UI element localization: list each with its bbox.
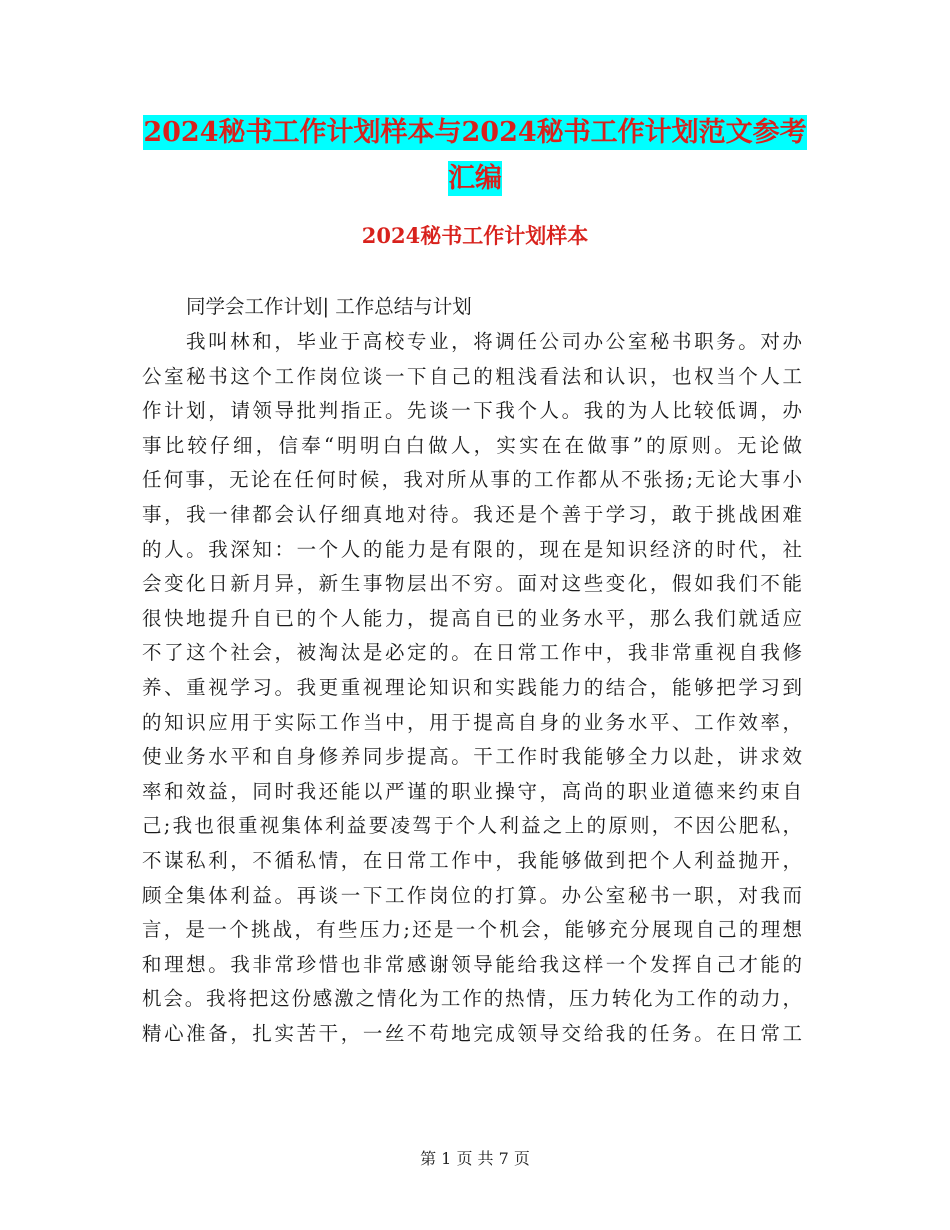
body-line: 作计划，请领导批判指正。先谈一下我个人。我的为人比较低调，办 [142,399,802,423]
body-line: 使业务水平和自身修养同步提高。干工作时我能够全力以赴，讲求效 [142,745,802,769]
body-line: 事，我一律都会认仔细真地对待。我还是个善于学习，敢于挑战困难 [142,502,802,526]
body-line: 公室秘书这个工作岗位谈一下自己的粗浅看法和认识，也权当个人工 [142,364,802,388]
body-line: 精心准备，扎实苦干，一丝不苟地完成领导交给我的任务。在日常工 [142,1021,802,1045]
body-line: 的人。我深知：一个人的能力是有限的，现在是知识经济的时代，社 [142,537,802,561]
section-title: 2024秘书工作计划样本 [361,223,589,248]
document-title-line-2: 汇编 [448,163,502,194]
body-line: 的知识应用于实际工作当中，用于提高自身的业务水平、工作效率， [142,710,802,734]
body-line: 言，是一个挑战，有些压力;还是一个机会，能够充分展现自己的理想 [142,918,802,942]
body-line: 养、重视学习。我更重视理论知识和实践能力的结合，能够把学习到 [142,675,802,699]
body-line: 任何事，无论在任何时候，我对所从事的工作都从不张扬;无论大事小 [142,468,802,492]
document-title [140,110,810,202]
body-line: 我叫林和，毕业于高校专业，将调任公司办公室秘书职务。对办 [186,330,802,353]
body-line: 很快地提升自已的个人能力，提高自已的业务水平，那么我们就适应 [142,606,802,630]
body-line: 不谋私利，不循私情，在日常工作中，我能够做到把个人利益抛开， [142,848,802,872]
body-line: 不了这个社会，被淘汰是必定的。在日常工作中，我非常重视自我修 [142,641,802,665]
body-line: 和理想。我非常珍惜也非常感谢领导能给我这样一个发挥自己才能的 [142,952,802,976]
document-title-line-1: 2024秘书工作计划样本与2024秘书工作计划范文参考 [143,117,807,148]
subtitle-line: 同学会工作计划| 工作总结与计划 [186,295,472,318]
body-line: 顾全集体利益。再谈一下工作岗位的打算。办公室秘书一职，对我而 [142,883,802,907]
page-footer: 第 1 页 共 7 页 [420,1149,530,1168]
body-line: 事比较仔细，信奉“明明白白做人，实实在在做事”的原则。无论做 [142,433,802,457]
body-line: 会变化日新月异，新生事物层出不穷。面对这些变化，假如我们不能 [142,572,802,596]
body-line: 率和效益，同时我还能以严谨的职业操守，高尚的职业道德来约束自 [142,779,802,803]
body-paragraph [142,325,802,1051]
body-line: 机会。我将把这份感激之情化为工作的热情，压力转化为工作的动力， [142,987,802,1011]
body-line: 己;我也很重视集体利益要凌驾于个人利益之上的原则，不因公肥私， [142,814,802,838]
